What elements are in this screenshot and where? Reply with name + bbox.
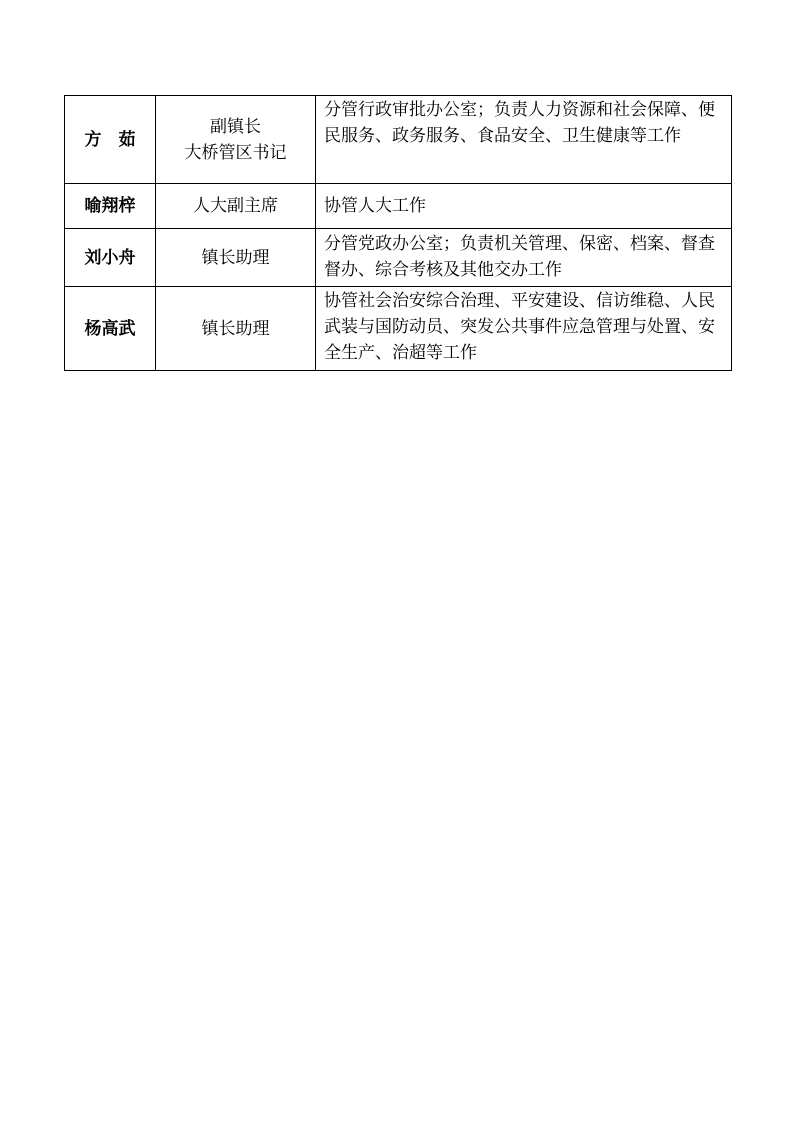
leader-duty: 协管人大工作 <box>316 184 732 229</box>
table-row <box>65 229 732 287</box>
leader-title <box>156 287 316 371</box>
leader-name: 喻翔梓 <box>65 184 156 229</box>
leader-title-line: 镇长助理 <box>201 318 270 339</box>
leader-title <box>156 229 316 287</box>
leader-duty: 分管党政办公室；负责机关管理、保密、档案、督查督办、综合考核及其他交办工作 <box>316 229 732 287</box>
leader-title-line: 人大副主席 <box>193 196 278 216</box>
leader-title <box>156 184 316 229</box>
table-row <box>65 184 732 229</box>
leader-duty: 分管行政审批办公室；负责人力资源和社会保障、便民服务、政务服务、食品安全、卫生健康等工作 <box>316 96 732 184</box>
table-row <box>65 96 732 184</box>
table-row <box>65 287 732 371</box>
leader-title-line: 副镇长 <box>210 116 261 137</box>
leader-name: 杨高武 <box>65 287 156 371</box>
leader-title-line: 大桥管区书记 <box>184 142 287 163</box>
leader-title <box>156 96 316 184</box>
leader-duty: 协管社会治安综合治理、平安建设、信访维稳、人民武装与国防动员、突发公共事件应急管理与处置、安全生产、治超等工作 <box>316 287 732 371</box>
leader-title-line: 镇长助理 <box>201 247 270 268</box>
leader-name: 方 茹 <box>65 96 156 184</box>
leader-name: 刘小舟 <box>65 229 156 287</box>
leadership-duty-table <box>64 95 732 371</box>
